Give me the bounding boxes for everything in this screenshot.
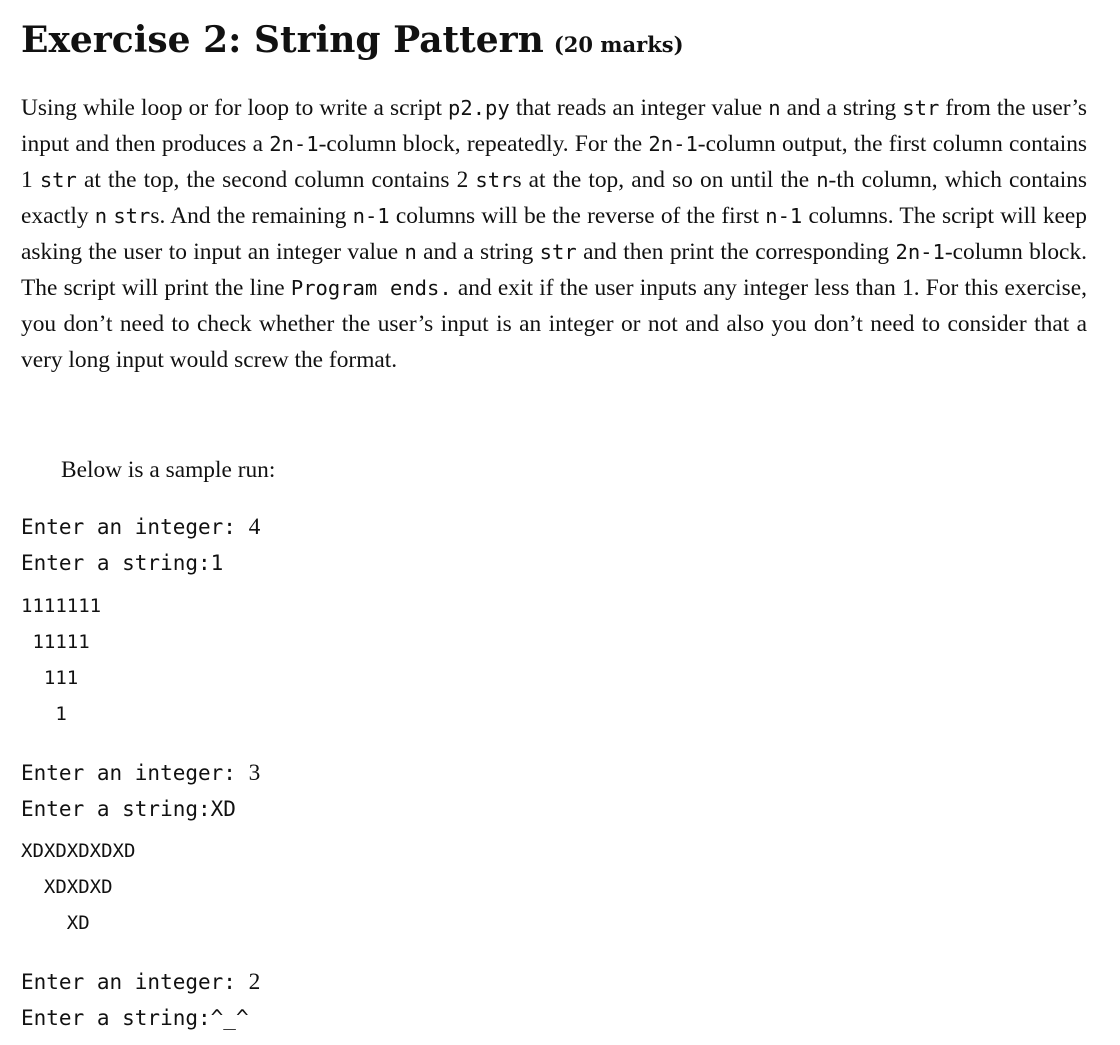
title-text: Exercise 2: String Pattern <box>21 19 544 61</box>
inline-code: n <box>404 240 417 264</box>
inline-code: n <box>816 168 829 192</box>
integer-value: 3 <box>248 760 261 786</box>
inline-code: n <box>94 204 108 228</box>
sample-run-3-input <box>21 964 260 1036</box>
prompt-string: Enter a string: <box>21 797 211 821</box>
prompt-integer: Enter an integer: <box>21 970 249 994</box>
marks-label: (20 marks) <box>553 32 684 57</box>
inline-code: n-1 <box>765 204 803 228</box>
para-text: and exit if the user inputs any integer less than 1. For this exercise, you don’t need to check whether the user’s input is an integer or not and also you don’t need to consider that a very long input would screw the format. <box>21 275 1087 373</box>
para-text: columns. The script will keep asking the user to input an integer value <box>21 203 1087 265</box>
prompt-string: Enter a string: <box>21 551 211 575</box>
inline-code: n <box>768 96 781 120</box>
sample-run-intro: Below is a sample run: <box>61 457 276 483</box>
integer-value: 2 <box>248 969 261 995</box>
inline-code: 2n-1 <box>895 240 945 264</box>
string-value: XD <box>210 797 236 821</box>
para-text: at the top, the second column contains 2 <box>76 167 476 193</box>
inline-code: str <box>39 168 77 192</box>
instructions-paragraph <box>21 90 1087 378</box>
para-text: and a string <box>416 239 540 265</box>
sample-run-2-input <box>21 755 260 827</box>
exercise-title <box>21 14 684 71</box>
para-text: s. And the remaining <box>150 203 353 229</box>
inline-code: 2n-1 <box>648 132 698 156</box>
para-text: s at the top, and so on until the <box>512 167 817 193</box>
para-text: and a string <box>780 95 903 121</box>
inline-code: Program ends. <box>290 276 452 300</box>
para-text: -column block. The script will print the line <box>21 239 1087 301</box>
para-text: Using while loop or for loop to write a script <box>21 95 449 121</box>
string-value: 1 <box>210 551 224 575</box>
para-text: -column block, repeatedly. For the <box>318 131 649 157</box>
para-text: from the user’s input and then produces a <box>21 95 1088 157</box>
string-value: ^_^ <box>210 1006 249 1030</box>
para-text: columns will be the reverse of the first <box>389 203 766 229</box>
para-text: that reads an integer value <box>509 95 769 121</box>
inline-code: p2.py <box>448 96 510 120</box>
sample-run-1-output: 1111111 11111 111 1 <box>21 595 102 725</box>
prompt-integer: Enter an integer: <box>21 761 249 785</box>
para-text: -column output, the first column contains 1 <box>21 131 1087 193</box>
inline-code: str <box>113 204 151 228</box>
prompt-string: Enter a string: <box>21 1006 211 1030</box>
inline-code: 2n-1 <box>269 132 319 156</box>
integer-value: 4 <box>248 514 261 540</box>
inline-code: n-1 <box>352 204 390 228</box>
para-text: -th column, which contains exactly <box>21 167 1087 229</box>
para-text: and then print the corresponding <box>576 239 896 265</box>
sample-run-1-input <box>21 509 260 581</box>
sample-run-2-output: XDXDXDXDXD XDXDXD XD <box>21 840 136 934</box>
inline-code: str <box>902 96 940 120</box>
inline-code: str <box>475 168 513 192</box>
prompt-integer: Enter an integer: <box>21 515 249 539</box>
inline-code: str <box>539 240 577 264</box>
